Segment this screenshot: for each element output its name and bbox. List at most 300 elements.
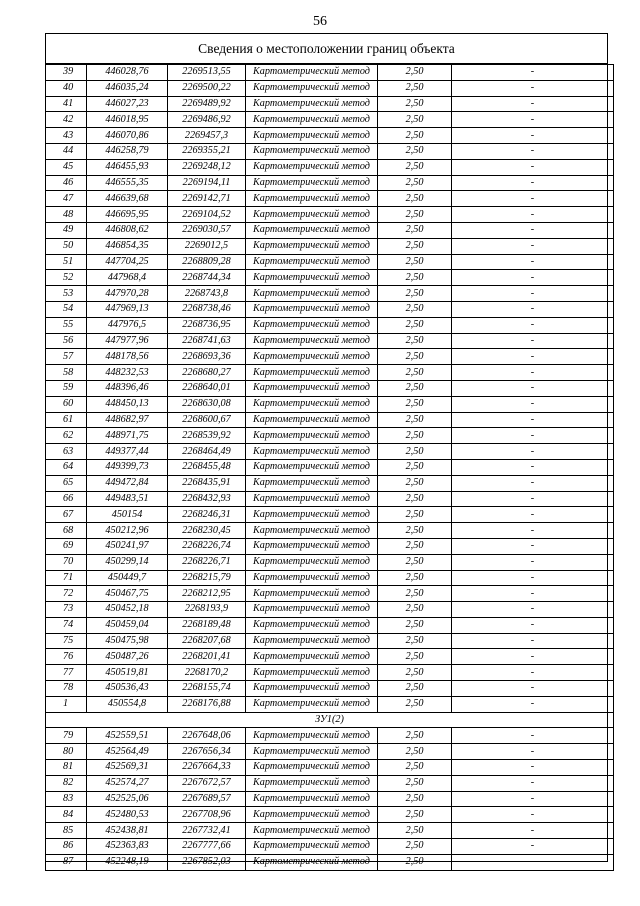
point-number-cell: 44	[46, 143, 87, 159]
point-number-cell: 81	[46, 760, 87, 776]
accuracy-cell: 2,50	[378, 143, 452, 159]
accuracy-cell: 2,50	[378, 317, 452, 333]
y-coordinate-cell: 2268435,91	[168, 475, 246, 491]
description-cell: -	[452, 159, 614, 175]
description-cell: -	[452, 238, 614, 254]
y-coordinate-cell: 2268201,41	[168, 649, 246, 665]
point-number-cell: 41	[46, 96, 87, 112]
description-cell: -	[452, 523, 614, 539]
accuracy-cell: 2,50	[378, 823, 452, 839]
accuracy-cell: 2,50	[378, 586, 452, 602]
point-number-cell: 67	[46, 507, 87, 523]
point-number-cell: 84	[46, 807, 87, 823]
x-coordinate-cell: 452248,19	[87, 854, 168, 870]
point-number-cell: 50	[46, 238, 87, 254]
description-cell: -	[452, 491, 614, 507]
point-number-cell: 62	[46, 428, 87, 444]
description-cell: -	[452, 791, 614, 807]
y-coordinate-cell: 2268630,08	[168, 396, 246, 412]
y-coordinate-cell: 2269194,11	[168, 175, 246, 191]
x-coordinate-cell: 447970,28	[87, 286, 168, 302]
x-coordinate-cell: 450475,98	[87, 633, 168, 649]
table-row	[46, 839, 614, 855]
table-row	[46, 681, 614, 697]
x-coordinate-cell: 446639,68	[87, 191, 168, 207]
x-coordinate-cell: 452574,27	[87, 775, 168, 791]
table-row	[46, 586, 614, 602]
table-row	[46, 128, 614, 144]
point-number-cell: 71	[46, 570, 87, 586]
y-coordinate-cell: 2268246,31	[168, 507, 246, 523]
description-cell: -	[452, 380, 614, 396]
x-coordinate-cell: 446808,62	[87, 222, 168, 238]
method-cell: Картометрический метод	[246, 207, 378, 223]
x-coordinate-cell: 452525,06	[87, 791, 168, 807]
x-coordinate-cell: 447704,25	[87, 254, 168, 270]
accuracy-cell: 2,50	[378, 286, 452, 302]
method-cell: Картометрический метод	[246, 602, 378, 618]
description-cell: -	[452, 286, 614, 302]
table-row	[46, 807, 614, 823]
table-row	[46, 191, 614, 207]
table-row	[46, 475, 614, 491]
x-coordinate-cell: 446854,35	[87, 238, 168, 254]
table-row	[46, 428, 614, 444]
y-coordinate-cell: 2268189,48	[168, 617, 246, 633]
point-number-cell: 40	[46, 80, 87, 96]
accuracy-cell: 2,50	[378, 112, 452, 128]
description-cell: -	[452, 760, 614, 776]
method-cell: Картометрический метод	[246, 760, 378, 776]
accuracy-cell: 2,50	[378, 775, 452, 791]
method-cell: Картометрический метод	[246, 823, 378, 839]
description-cell: -	[452, 459, 614, 475]
coordinates-table	[45, 64, 614, 871]
description-cell: -	[452, 365, 614, 381]
table-row	[46, 444, 614, 460]
x-coordinate-cell: 446258,79	[87, 143, 168, 159]
accuracy-cell: 2,50	[378, 365, 452, 381]
y-coordinate-cell: 2268640,01	[168, 380, 246, 396]
x-coordinate-cell: 450519,81	[87, 665, 168, 681]
method-cell: Картометрический метод	[246, 444, 378, 460]
point-number-cell: 55	[46, 317, 87, 333]
y-coordinate-cell: 2268215,79	[168, 570, 246, 586]
y-coordinate-cell: 2268226,74	[168, 538, 246, 554]
method-cell: Картометрический метод	[246, 507, 378, 523]
point-number-cell: 42	[46, 112, 87, 128]
point-number-cell: 59	[46, 380, 87, 396]
point-number-cell: 45	[46, 159, 87, 175]
method-cell: Картометрический метод	[246, 128, 378, 144]
accuracy-cell: 2,50	[378, 428, 452, 444]
y-coordinate-cell: 2268176,88	[168, 696, 246, 712]
table-row	[46, 222, 614, 238]
point-number-cell: 66	[46, 491, 87, 507]
x-coordinate-cell: 450459,04	[87, 617, 168, 633]
section-label: ЗУ1(2)	[46, 712, 614, 728]
point-number-cell: 46	[46, 175, 87, 191]
y-coordinate-cell: 2268207,68	[168, 633, 246, 649]
method-cell: Картометрический метод	[246, 396, 378, 412]
method-cell: Картометрический метод	[246, 633, 378, 649]
x-coordinate-cell: 446555,35	[87, 175, 168, 191]
description-cell: -	[452, 696, 614, 712]
table-row	[46, 491, 614, 507]
accuracy-cell: 2,50	[378, 491, 452, 507]
y-coordinate-cell: 2268736,95	[168, 317, 246, 333]
x-coordinate-cell: 449377,44	[87, 444, 168, 460]
description-cell: -	[452, 254, 614, 270]
description-cell: -	[452, 444, 614, 460]
x-coordinate-cell: 447977,96	[87, 333, 168, 349]
method-cell: Картометрический метод	[246, 301, 378, 317]
table-row	[46, 159, 614, 175]
table-row	[46, 649, 614, 665]
description-cell: -	[452, 301, 614, 317]
y-coordinate-cell: 2269355,21	[168, 143, 246, 159]
x-coordinate-cell: 449483,51	[87, 491, 168, 507]
point-number-cell: 82	[46, 775, 87, 791]
method-cell: Картометрический метод	[246, 791, 378, 807]
x-coordinate-cell: 452480,53	[87, 807, 168, 823]
description-cell: -	[452, 839, 614, 855]
y-coordinate-cell: 2267708,96	[168, 807, 246, 823]
description-cell: -	[452, 222, 614, 238]
table-row	[46, 175, 614, 191]
accuracy-cell: 2,50	[378, 159, 452, 175]
y-coordinate-cell: 2269030,57	[168, 222, 246, 238]
point-number-cell: 61	[46, 412, 87, 428]
description-cell: -	[452, 396, 614, 412]
y-coordinate-cell: 2269486,92	[168, 112, 246, 128]
method-cell: Картометрический метод	[246, 270, 378, 286]
accuracy-cell: 2,50	[378, 396, 452, 412]
x-coordinate-cell: 448682,97	[87, 412, 168, 428]
description-cell: -	[452, 538, 614, 554]
y-coordinate-cell: 2268432,93	[168, 491, 246, 507]
method-cell: Картометрический метод	[246, 538, 378, 554]
accuracy-cell: 2,50	[378, 475, 452, 491]
method-cell: Картометрический метод	[246, 570, 378, 586]
accuracy-cell: 2,50	[378, 459, 452, 475]
accuracy-cell: 2,50	[378, 333, 452, 349]
method-cell: Картометрический метод	[246, 317, 378, 333]
x-coordinate-cell: 446018,95	[87, 112, 168, 128]
description-cell: -	[452, 649, 614, 665]
method-cell: Картометрический метод	[246, 191, 378, 207]
method-cell: Картометрический метод	[246, 681, 378, 697]
description-cell: -	[452, 823, 614, 839]
coordinates-table-body-part1	[46, 65, 614, 713]
description-cell: -	[452, 128, 614, 144]
method-cell: Картометрический метод	[246, 412, 378, 428]
table-row	[46, 349, 614, 365]
x-coordinate-cell: 448396,46	[87, 380, 168, 396]
point-number-cell: 65	[46, 475, 87, 491]
accuracy-cell: 2,50	[378, 854, 452, 870]
accuracy-cell: 2,50	[378, 570, 452, 586]
y-coordinate-cell: 2268212,95	[168, 586, 246, 602]
point-number-cell: 39	[46, 65, 87, 81]
method-cell: Картометрический метод	[246, 665, 378, 681]
table-row	[46, 96, 614, 112]
table-row	[46, 270, 614, 286]
x-coordinate-cell: 450449,7	[87, 570, 168, 586]
method-cell: Картометрический метод	[246, 775, 378, 791]
description-cell: -	[452, 96, 614, 112]
accuracy-cell: 2,50	[378, 507, 452, 523]
y-coordinate-cell: 2268464,49	[168, 444, 246, 460]
table-row	[46, 396, 614, 412]
description-cell: -	[452, 207, 614, 223]
method-cell: Картометрический метод	[246, 112, 378, 128]
section-row	[46, 712, 614, 728]
table-row	[46, 112, 614, 128]
method-cell: Картометрический метод	[246, 428, 378, 444]
table-row	[46, 854, 614, 870]
method-cell: Картометрический метод	[246, 554, 378, 570]
point-number-cell: 60	[46, 396, 87, 412]
table-row	[46, 823, 614, 839]
point-number-cell: 73	[46, 602, 87, 618]
point-number-cell: 57	[46, 349, 87, 365]
y-coordinate-cell: 2268170,2	[168, 665, 246, 681]
point-number-cell: 52	[46, 270, 87, 286]
page-number: 56	[313, 14, 327, 29]
x-coordinate-cell: 446695,95	[87, 207, 168, 223]
accuracy-cell: 2,50	[378, 191, 452, 207]
description-cell: -	[452, 317, 614, 333]
x-coordinate-cell: 449399,73	[87, 459, 168, 475]
y-coordinate-cell: 2269457,3	[168, 128, 246, 144]
method-cell: Картометрический метод	[246, 380, 378, 396]
point-number-cell: 75	[46, 633, 87, 649]
y-coordinate-cell: 2268455,48	[168, 459, 246, 475]
description-cell: -	[452, 412, 614, 428]
accuracy-cell: 2,50	[378, 554, 452, 570]
x-coordinate-cell: 446455,93	[87, 159, 168, 175]
method-cell: Картометрический метод	[246, 744, 378, 760]
accuracy-cell: 2,50	[378, 270, 452, 286]
accuracy-cell: 2,50	[378, 839, 452, 855]
method-cell: Картометрический метод	[246, 696, 378, 712]
y-coordinate-cell: 2269513,55	[168, 65, 246, 81]
table-row	[46, 254, 614, 270]
accuracy-cell: 2,50	[378, 728, 452, 744]
description-cell: -	[452, 633, 614, 649]
table-row	[46, 744, 614, 760]
point-number-cell: 83	[46, 791, 87, 807]
method-cell: Картометрический метод	[246, 349, 378, 365]
accuracy-cell: 2,50	[378, 238, 452, 254]
x-coordinate-cell: 452564,49	[87, 744, 168, 760]
point-number-cell: 43	[46, 128, 87, 144]
point-number-cell: 72	[46, 586, 87, 602]
point-number-cell: 51	[46, 254, 87, 270]
table-row	[46, 412, 614, 428]
description-cell: -	[452, 854, 614, 870]
accuracy-cell: 2,50	[378, 301, 452, 317]
table-row	[46, 523, 614, 539]
y-coordinate-cell: 2267656,34	[168, 744, 246, 760]
y-coordinate-cell: 2268693,36	[168, 349, 246, 365]
y-coordinate-cell: 2268680,27	[168, 365, 246, 381]
table-row	[46, 65, 614, 81]
x-coordinate-cell: 452559,51	[87, 728, 168, 744]
accuracy-cell: 2,50	[378, 65, 452, 81]
table-row	[46, 80, 614, 96]
boundary-table-frame	[45, 33, 608, 868]
table-row	[46, 143, 614, 159]
table-row	[46, 365, 614, 381]
y-coordinate-cell: 2269489,92	[168, 96, 246, 112]
method-cell: Картометрический метод	[246, 617, 378, 633]
y-coordinate-cell: 2268600,67	[168, 412, 246, 428]
description-cell: -	[452, 507, 614, 523]
x-coordinate-cell: 447968,4	[87, 270, 168, 286]
method-cell: Картометрический метод	[246, 475, 378, 491]
x-coordinate-cell: 448971,75	[87, 428, 168, 444]
accuracy-cell: 2,50	[378, 807, 452, 823]
table-row	[46, 602, 614, 618]
description-cell: -	[452, 775, 614, 791]
accuracy-cell: 2,50	[378, 523, 452, 539]
accuracy-cell: 2,50	[378, 80, 452, 96]
table-row	[46, 380, 614, 396]
y-coordinate-cell: 2268738,46	[168, 301, 246, 317]
table-row	[46, 791, 614, 807]
table-row	[46, 633, 614, 649]
method-cell: Картометрический метод	[246, 175, 378, 191]
y-coordinate-cell: 2269248,12	[168, 159, 246, 175]
y-coordinate-cell: 2267672,57	[168, 775, 246, 791]
description-cell: -	[452, 554, 614, 570]
accuracy-cell: 2,50	[378, 412, 452, 428]
method-cell: Картометрический метод	[246, 807, 378, 823]
table-row	[46, 696, 614, 712]
point-number-cell: 53	[46, 286, 87, 302]
x-coordinate-cell: 450299,14	[87, 554, 168, 570]
method-cell: Картометрический метод	[246, 459, 378, 475]
description-cell: -	[452, 617, 614, 633]
x-coordinate-cell: 450536,43	[87, 681, 168, 697]
method-cell: Картометрический метод	[246, 159, 378, 175]
accuracy-cell: 2,50	[378, 681, 452, 697]
x-coordinate-cell: 447969,13	[87, 301, 168, 317]
accuracy-cell: 2,50	[378, 617, 452, 633]
point-number-cell: 64	[46, 459, 87, 475]
method-cell: Картометрический метод	[246, 65, 378, 81]
x-coordinate-cell: 452363,83	[87, 839, 168, 855]
description-cell: -	[452, 475, 614, 491]
table-title: Сведения о местоположении границ объекта	[46, 34, 607, 64]
point-number-cell: 47	[46, 191, 87, 207]
accuracy-cell: 2,50	[378, 207, 452, 223]
method-cell: Картометрический метод	[246, 649, 378, 665]
point-number-cell: 80	[46, 744, 87, 760]
description-cell: -	[452, 602, 614, 618]
y-coordinate-cell: 2268155,74	[168, 681, 246, 697]
accuracy-cell: 2,50	[378, 380, 452, 396]
point-number-cell: 48	[46, 207, 87, 223]
y-coordinate-cell: 2268193,9	[168, 602, 246, 618]
method-cell: Картометрический метод	[246, 523, 378, 539]
accuracy-cell: 2,50	[378, 696, 452, 712]
method-cell: Картометрический метод	[246, 80, 378, 96]
description-cell: -	[452, 728, 614, 744]
table-row	[46, 570, 614, 586]
table-row	[46, 286, 614, 302]
x-coordinate-cell: 446028,76	[87, 65, 168, 81]
x-coordinate-cell: 446035,24	[87, 80, 168, 96]
x-coordinate-cell: 450212,96	[87, 523, 168, 539]
table-row	[46, 207, 614, 223]
description-cell: -	[452, 744, 614, 760]
y-coordinate-cell: 2267777,66	[168, 839, 246, 855]
y-coordinate-cell: 2267732,41	[168, 823, 246, 839]
table-row	[46, 665, 614, 681]
method-cell: Картометрический метод	[246, 586, 378, 602]
x-coordinate-cell: 452569,31	[87, 760, 168, 776]
table-row	[46, 775, 614, 791]
table-row	[46, 554, 614, 570]
x-coordinate-cell: 446070,86	[87, 128, 168, 144]
x-coordinate-cell: 448450,13	[87, 396, 168, 412]
y-coordinate-cell: 2268809,28	[168, 254, 246, 270]
description-cell: -	[452, 191, 614, 207]
method-cell: Картометрический метод	[246, 143, 378, 159]
accuracy-cell: 2,50	[378, 791, 452, 807]
section-row-group	[46, 712, 614, 728]
accuracy-cell: 2,50	[378, 128, 452, 144]
accuracy-cell: 2,50	[378, 444, 452, 460]
point-number-cell: 76	[46, 649, 87, 665]
table-row	[46, 301, 614, 317]
point-number-cell: 49	[46, 222, 87, 238]
table-row	[46, 238, 614, 254]
accuracy-cell: 2,50	[378, 602, 452, 618]
method-cell: Картометрический метод	[246, 254, 378, 270]
method-cell: Картометрический метод	[246, 238, 378, 254]
description-cell: -	[452, 807, 614, 823]
description-cell: -	[452, 349, 614, 365]
point-number-cell: 69	[46, 538, 87, 554]
description-cell: -	[452, 143, 614, 159]
x-coordinate-cell: 450487,26	[87, 649, 168, 665]
accuracy-cell: 2,50	[378, 222, 452, 238]
table-row	[46, 507, 614, 523]
x-coordinate-cell: 452438,81	[87, 823, 168, 839]
method-cell: Картометрический метод	[246, 286, 378, 302]
method-cell: Картометрический метод	[246, 491, 378, 507]
x-coordinate-cell: 450241,97	[87, 538, 168, 554]
description-cell: -	[452, 428, 614, 444]
point-number-cell: 79	[46, 728, 87, 744]
description-cell: -	[452, 665, 614, 681]
table-row	[46, 728, 614, 744]
method-cell: Картометрический метод	[246, 96, 378, 112]
y-coordinate-cell: 2267648,06	[168, 728, 246, 744]
x-coordinate-cell: 446027,23	[87, 96, 168, 112]
point-number-cell: 68	[46, 523, 87, 539]
point-number-cell: 1	[46, 696, 87, 712]
description-cell: -	[452, 586, 614, 602]
description-cell: -	[452, 175, 614, 191]
y-coordinate-cell: 2268741,63	[168, 333, 246, 349]
point-number-cell: 87	[46, 854, 87, 870]
y-coordinate-cell: 2267664,33	[168, 760, 246, 776]
